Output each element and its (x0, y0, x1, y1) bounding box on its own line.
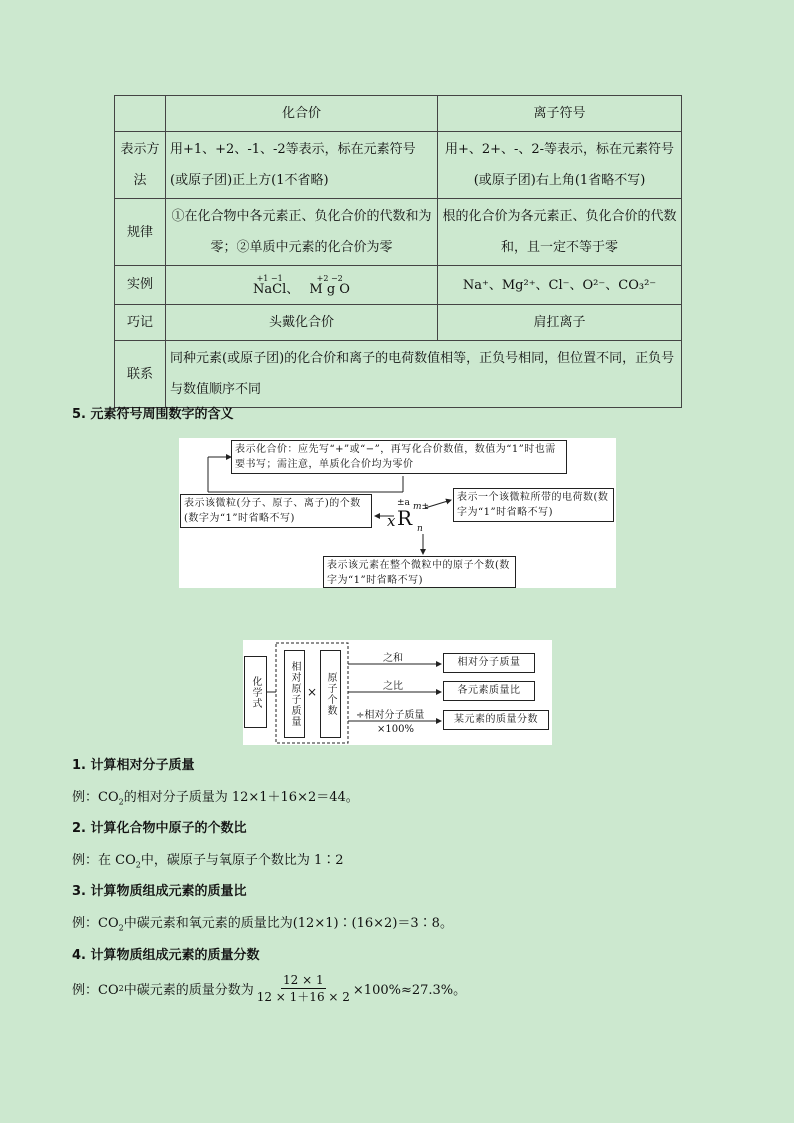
row-label: 实例 (115, 266, 166, 305)
example-text: ×100%≈27.3%。 (352, 983, 467, 998)
mass-fraction-box: 某元素的质量分数 (443, 710, 549, 730)
atom-count-box: 原子个数 (320, 650, 341, 738)
comparison-table (114, 95, 682, 408)
subscript: 2 (135, 860, 141, 870)
example-text: 例：CO (72, 916, 119, 931)
fraction-numerator: 12 × 1 (283, 973, 324, 987)
mass-calc-diagram (243, 640, 552, 745)
table-header-cell: 离子符号 (438, 96, 682, 132)
formula-nacl: NaCl (253, 281, 287, 297)
section-heading: 5. 元素符号周围数字的含义 (72, 407, 234, 422)
fraction (255, 972, 352, 1005)
symbol-meaning-diagram (179, 438, 616, 588)
table-cell: 根的化合价为各元素正、负化合价的代数和，且一定不等于零 (438, 199, 682, 266)
item-example (72, 972, 466, 1005)
valence-label: +1 −1 (256, 273, 283, 283)
arrow-label-ratio: 之比 (383, 681, 403, 692)
table-row (115, 199, 682, 266)
item-title: 1. 计算相对分子质量 (72, 758, 195, 773)
table-cell: 用+、2+、-、2-等表示，标在元素符号(或原子团)右上角(1省略不写) (438, 132, 682, 199)
arrow-label-sum: 之和 (383, 653, 403, 664)
subscript: 2 (118, 923, 124, 933)
example-text: 中碳元素的质量分数为 (123, 983, 254, 998)
item-example (72, 786, 359, 807)
symbol-top: ±a (397, 498, 410, 508)
item-title: 4. 计算物质组成元素的质量分数 (72, 948, 260, 963)
valence-label: +2 −2 (316, 273, 343, 283)
fraction-denominator: 12 × 1＋16 × 2 (256, 990, 350, 1004)
row-label: 规律 (115, 199, 166, 266)
example-text: 中碳元素和氧元素的质量比为(12×1)∶(16×2)＝3∶8。 (123, 916, 453, 931)
arrow-label-divide: ÷相对分子质量 (356, 710, 425, 721)
example-text: 的相对分子质量为 12×1＋16×2＝44。 (123, 790, 359, 805)
table-cell: 肩扛离子 (438, 305, 682, 341)
item-title: 3. 计算物质组成元素的质量比 (72, 884, 247, 899)
table-cell: ①在化合物中各元素正、负化合价的代数和为零；②单质中元素的化合价为零 (166, 199, 438, 266)
table-cell (166, 266, 438, 305)
element-mass-ratio-box: 各元素质量比 (443, 681, 535, 701)
symbol-sup: m± (413, 502, 430, 512)
example-text: 例：在 CO (72, 853, 136, 868)
table-row (115, 266, 682, 305)
example-text: 例：CO (72, 983, 119, 998)
times-sign: × (307, 685, 318, 699)
subscript: 2 (118, 797, 124, 807)
table-row (115, 132, 682, 199)
arrow-label-percent: ×100% (377, 724, 414, 735)
table-cell: 同种元素(或原子团)的化合价和离子的电荷数值相等，正负号相同，但位置不同，正负号与数值顺序不同 (166, 341, 682, 408)
separator: 、 (286, 281, 300, 297)
row-label: 表示方法 (115, 132, 166, 199)
charge-box: 表示一个该微粒所带的电荷数(数字为“1”时省略不写) (453, 488, 614, 522)
table-cell: Na⁺、Mg²⁺、Cl⁻、O²⁻、CO₃²⁻ (438, 266, 682, 305)
example-text: 例：CO (72, 790, 119, 805)
row-label: 联系 (115, 341, 166, 408)
table-row (115, 341, 682, 408)
formula-mgo: M g O (309, 281, 350, 297)
item-example (72, 849, 344, 870)
table-header-cell (115, 96, 166, 132)
table-header-cell: 化合价 (166, 96, 438, 132)
symbol-r: R (397, 506, 413, 530)
atom-count-box: 表示该元素在整个微粒中的原子个数(数字为“1”时省略不写) (323, 556, 516, 588)
count-box: 表示该微粒(分子、原子、离子)的个数(数字为“1”时省略不写) (180, 494, 372, 528)
table-cell: 头戴化合价 (166, 305, 438, 341)
valence-box: 表示化合价：应先写“+”或“−”，再写化合价数值，数值为“1”时也需要书写；需注意，单质化合价均为零价 (231, 440, 567, 474)
table-row (115, 305, 682, 341)
row-label: 巧记 (115, 305, 166, 341)
item-title: 2. 计算化合物中原子的个数比 (72, 821, 247, 836)
table-cell: 用+1、+2、-1、-2等表示，标在元素符号(或原子团)正上方(1不省略) (166, 132, 438, 199)
formula-box: 化学式 (244, 656, 267, 728)
example-text: 中，碳原子与氧原子个数比为 1∶2 (140, 853, 344, 868)
item-example (72, 912, 453, 933)
symbol-x: x (387, 512, 396, 530)
subscript: 2 (118, 984, 124, 993)
table-header-row (115, 96, 682, 132)
atomic-mass-box: 相对原子质量 (284, 650, 305, 738)
symbol-sub: n (417, 524, 423, 534)
relative-molecular-mass-box: 相对分子质量 (443, 653, 535, 673)
